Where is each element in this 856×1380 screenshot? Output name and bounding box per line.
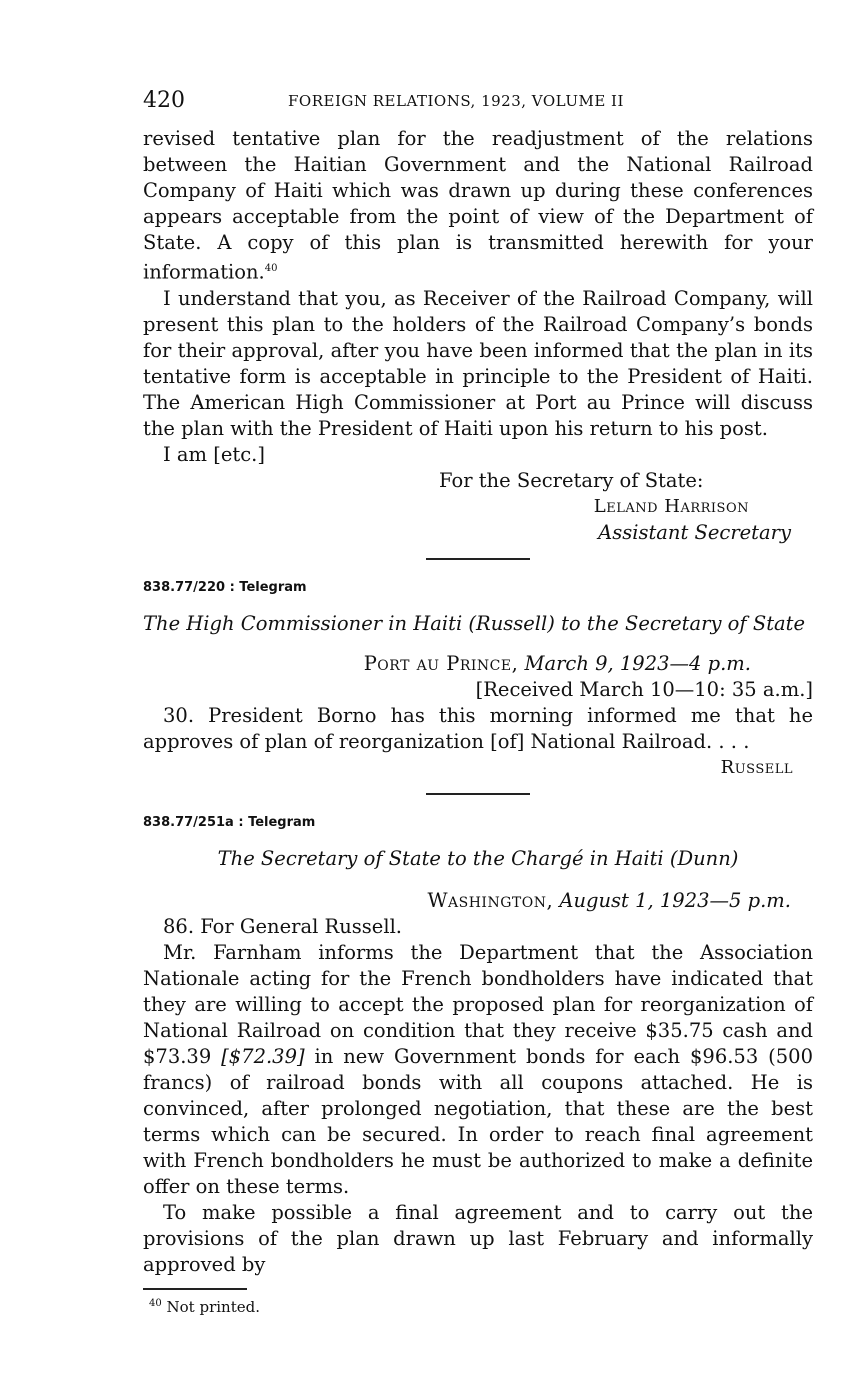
doc3-caption: The Secretary of State to the Chargé in Haiti (Dunn) xyxy=(217,846,739,870)
doc3-file-reference: 838.77/251a : Telegram xyxy=(143,814,316,830)
page-header xyxy=(143,88,813,118)
document-page xyxy=(143,88,813,1316)
doc2-body: 30. President Borno has this morning informed me that he approves of plan of reorganization [of] National Railroad. . . . xyxy=(143,703,813,753)
doc3-paragraph-2: To make possible a final agreement and to carry out the provisions of the plan drawn up last February and informally approved by xyxy=(143,1200,813,1276)
doc3-line-1: 86. For General Russell. xyxy=(163,914,402,938)
footnote: $^{40}$ Not printed. xyxy=(149,1297,260,1316)
signature-name: Leland Harrison xyxy=(593,495,749,517)
footnote-ref: 40 xyxy=(264,263,278,274)
doc1-paragraph-2: I understand that you, as Receiver of the Railroad Company, will present this plan to the holders of the Railroad Company’s bonds for their approval, after you have been informed that the plan in its tentative form is acceptable in principle to the President of Haiti. The American High Commissioner at Port au Prince will discuss the plan with the President of Haiti upon his return to his post. xyxy=(143,286,813,440)
doc2-caption: The High Commissioner in Haiti (Russell) to the Secretary of State xyxy=(143,611,806,635)
doc2-received: [Received March 10—10: 35 a.m.] xyxy=(475,677,813,701)
doc3-paragraph-1: Mr. Farnham informs the Department that the Association Nationale acting for the French bondholders have indicated that they are willing to accept the proposed plan for reorganization of National Railroad on condition that they receive $35.75 cash and $73.39 [$72.39] in new Government bonds for each $96.53 (500 francs) of railroad bonds with all coupons attached. He is convinced, after prolonged negotiation, that these are the best terms which can be secured. In order to reach final agreement with French bondholders he must be authorized to make a definite offer on these terms. xyxy=(143,940,813,1198)
page-number: 420 xyxy=(143,88,185,113)
doc2-signature: Russell xyxy=(720,756,793,778)
doc2-dateline: Port au Prince, March 9, 1923—4 p.m. xyxy=(363,651,751,675)
signature-title: Assistant Secretary xyxy=(598,520,791,544)
doc2-file-reference: 838.77/220 : Telegram xyxy=(143,579,307,595)
doc3-dateline: Washington, August 1, 1923—5 p.m. xyxy=(427,888,791,912)
footnote-rule xyxy=(143,1288,247,1290)
doc1-paragraph-1: revised tentative plan for the readjustment of the relations between the Haitian Government and the National Railroad Company of Haiti which was drawn up during these conferences appears acceptable from the point of view of the Department of State. A copy of this plan is transmitted herewith for your information.$^{40}$ xyxy=(143,127,813,284)
doc1-closing: I am [etc.] xyxy=(163,442,265,466)
signature-line: For the Secretary of State: xyxy=(439,468,704,492)
section-divider xyxy=(426,793,530,795)
running-title: FOREIGN RELATIONS, 1923, VOLUME II xyxy=(288,92,624,110)
section-divider xyxy=(426,558,530,560)
